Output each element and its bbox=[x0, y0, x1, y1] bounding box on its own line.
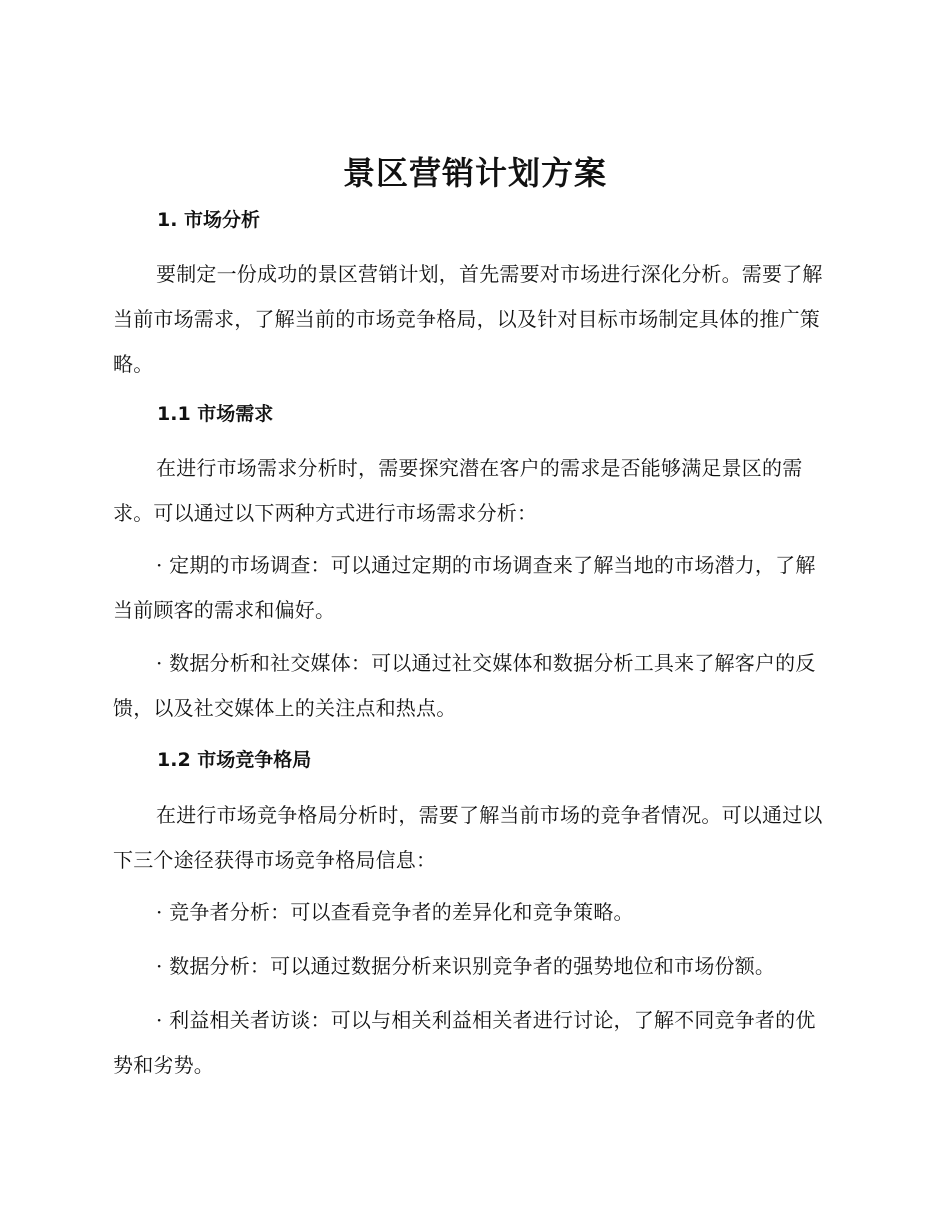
bullet-item-competitor-analysis: · 竞争者分析：可以查看竞争者的差异化和竞争策略。 bbox=[156, 900, 634, 924]
section-paragraph-market-analysis: 要制定一份成功的景区营销计划，首先需要对市场进行深化分析。需要了解当前市场需求，了解当前的市场竞争格局，以及针对目标市场制定具体的推广策略。 bbox=[113, 262, 823, 376]
section-paragraph-market-demand: 在进行市场需求分析时，需要探究潜在客户的需求是否能够满足景区的需求。可以通过以下两种方式进行市场需求分析： bbox=[113, 456, 803, 525]
section-heading-market-demand: 1.1 市场需求 bbox=[157, 403, 274, 425]
section-paragraph-competition: 在进行市场竞争格局分析时，需要了解当前市场的竞争者情况。可以通过以下三个途径获得市场竞争格局信息： bbox=[113, 803, 823, 872]
bullet-item-market-survey: · 定期的市场调查：可以通过定期的市场调查来了解当地的市场潜力，了解当前顾客的需求和偏好。 bbox=[113, 553, 816, 622]
bullet-item-data-social-media: · 数据分析和社交媒体：可以通过社交媒体和数据分析工具来了解客户的反馈，以及社交媒体上的关注点和热点。 bbox=[113, 651, 816, 720]
page-title: 景区营销计划方案 bbox=[342, 154, 607, 192]
section-heading-competition: 1.2 市场竞争格局 bbox=[157, 749, 312, 771]
bullet-item-stakeholder-interviews: · 利益相关者访谈：可以与相关利益相关者进行讨论，了解不同竞争者的优势和劣势。 bbox=[113, 1008, 816, 1077]
section-heading-market-analysis: 1. 市场分析 bbox=[157, 209, 261, 231]
bullet-item-data-analysis: · 数据分析：可以通过数据分析来识别竞争者的强势地位和市场份额。 bbox=[156, 954, 776, 978]
